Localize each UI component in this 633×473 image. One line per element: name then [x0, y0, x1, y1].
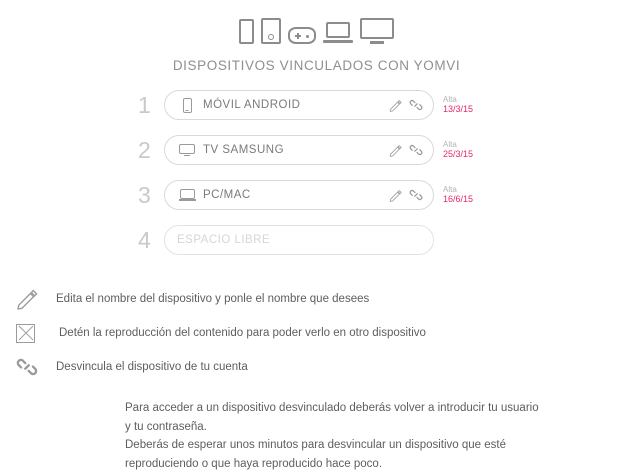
legend-text: Detén la reproducción del contenido para poder verlo en otro dispositivo [59, 327, 426, 339]
device-card-empty[interactable] [164, 225, 434, 255]
date-label: Alta [443, 95, 457, 105]
laptop-icon [323, 22, 353, 44]
legend-item-unlink [16, 350, 633, 384]
phone-icon [239, 19, 254, 44]
footer-line-4: reproduciendo o que haya reproducido hace poco. [125, 458, 383, 471]
footer-line-3: Deberás de esperar unos minutos para desvincular un dispositivo que esté [125, 439, 506, 452]
device-icon-strip [0, 0, 633, 44]
footer-line-1: Para acceder a un dispositivo desvinculado deberás volver a introducir tu usuario [125, 402, 539, 414]
tv-icon [177, 144, 197, 156]
unlink-icon[interactable] [409, 188, 423, 202]
row-actions [389, 98, 423, 112]
phone-icon [177, 98, 197, 113]
device-card-1[interactable] [164, 90, 434, 120]
unlink-icon [16, 356, 56, 378]
device-card-3[interactable] [164, 180, 434, 210]
table-row [138, 130, 633, 170]
row-number: 4 [138, 226, 151, 253]
legend-text: Edita el nombre del dispositivo y ponle el nombre que desees [56, 293, 370, 305]
pencil-icon [16, 288, 56, 310]
edit-icon[interactable] [389, 99, 402, 112]
legend-item-stop [16, 316, 633, 350]
footer-line-2: y tu contraseña. [125, 420, 207, 433]
device-card-2[interactable] [164, 135, 434, 165]
table-row [138, 220, 633, 260]
tv-icon [360, 18, 394, 44]
date-value: 16/6/15 [443, 194, 474, 205]
row-actions [389, 188, 423, 202]
date-value: 13/3/15 [443, 104, 474, 115]
row-actions [389, 143, 423, 157]
date-column [443, 185, 473, 205]
date-value: 25/3/15 [443, 149, 474, 160]
device-list [0, 85, 633, 260]
row-number: 1 [138, 91, 151, 118]
legend [0, 282, 633, 384]
device-name: PC/MAC [203, 189, 251, 201]
page-title: DISPOSITIVOS VINCULADOS CON YOMVI [172, 58, 461, 73]
gamepad-icon [288, 27, 316, 44]
device-name: ESPACIO LIBRE [177, 234, 271, 246]
device-name: TV SAMSUNG [203, 144, 285, 156]
unlink-icon[interactable] [409, 143, 423, 157]
legend-item-edit [16, 282, 633, 316]
pc-icon [177, 189, 197, 202]
date-label: Alta [443, 185, 457, 195]
unlink-icon[interactable] [409, 98, 423, 112]
table-row [138, 175, 633, 215]
date-label: Alta [443, 140, 457, 150]
date-column [443, 140, 473, 160]
tablet-icon [261, 18, 281, 44]
legend-text: Desvincula el dispositivo de tu cuenta [56, 361, 248, 373]
date-column [443, 95, 473, 115]
stop-icon [16, 324, 56, 343]
footer-notes [0, 400, 633, 473]
device-name: MÓVIL ANDROID [203, 99, 301, 111]
table-row [138, 85, 633, 125]
edit-icon[interactable] [389, 144, 402, 157]
row-number: 2 [138, 136, 151, 163]
edit-icon[interactable] [389, 189, 402, 202]
row-number: 3 [138, 181, 151, 208]
